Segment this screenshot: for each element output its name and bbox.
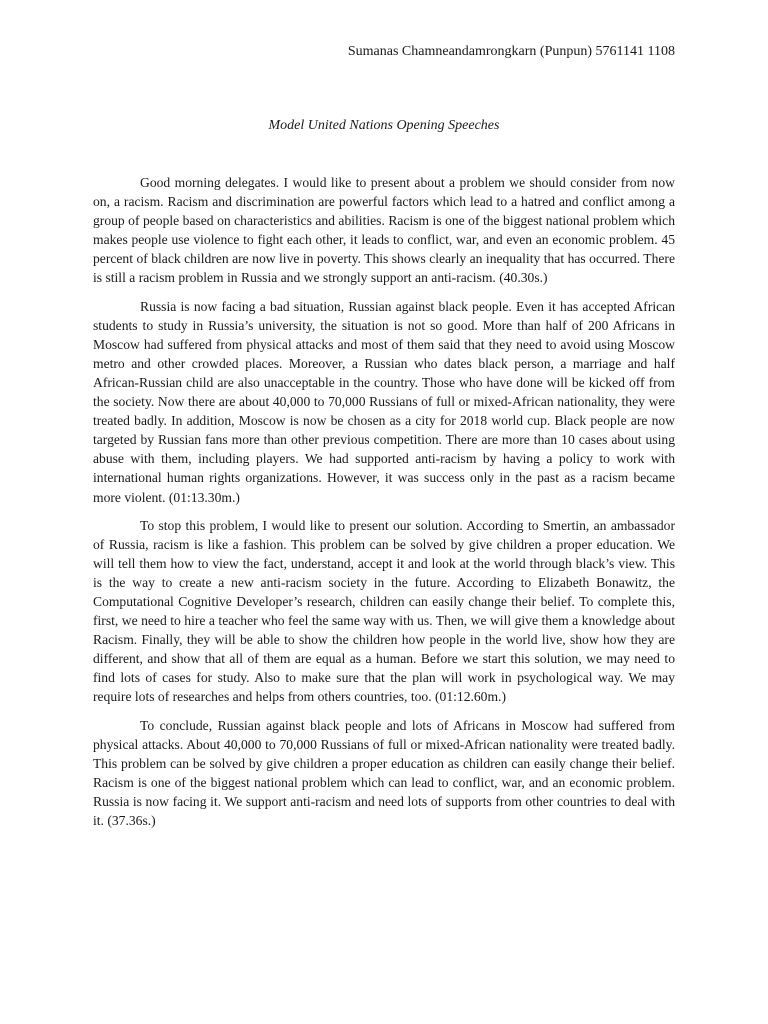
paragraph-solution: To stop this problem, I would like to present our solution. According to Smertin, an ambassador of Russia, racism is like a fashion. This problem can be solved by give children a proper education. We will tell them how to view the fact, understand, accept it and look at the world through black’s view. This is the way to create a new anti-racism society in the future. According to Elizabeth Bonawitz, the Computational Cognitive Developer’s research, children can easily change their belief. To complete this, first, we need to hire a teacher who feel the same way with us. Then, we will give them a knowledge about Racism. Finally, they will be able to show the children how people in the world live, show how they are different, and show that all of them are equal as a human. Before we start this solution, we may need to find lots of cases for study. Also to make sure that the plan will work in psychological way. We may require lots of researches and helps from others countries, too. (01:12.60m.) — [93, 517, 675, 705]
author-header: Sumanas Chamneandamrongkarn (Punpun) 5761141 1108 — [347, 44, 675, 59]
document-body — [93, 173, 675, 839]
paragraph-situation: Russia is now facing a bad situation, Russian against black people. Even it has accepted African students to study in Russia’s university, the situation is not so good. More than half of 200 Africans in Moscow had suffered from physical attacks and most of them said that they need to avoid using Moscow metro and other crowded places. Moreover, a Russian who dates black person, a marriage and half African-Russian child are also unacceptable in the country. Those who have done will be kicked off from the society. Now there are about 40,000 to 70,000 Russians of full or mixed-African nationality, they were treated badly. In addition, Moscow is now be chosen as a city for 2018 world cup. Black people are now targeted by Russian fans more than other previous competition. There are more than 10 cases about using abuse with them, including players. We had supported anti-racism by having a policy to work with international human rights organizations. However, it was success only in the past as a racism became more violent. (01:13.30m.) — [93, 298, 675, 505]
document-title: Model United Nations Opening Speeches — [268, 118, 500, 133]
paragraph-introduction: Good morning delegates. I would like to present about a problem we should consider from now on, a racism. Racism and discrimination are powerful factors which lead to a hatred and conflict among a group of people based on characteristics and abilities. Racism is one of the biggest national problem which makes people use violence to fight each other, it leads to conflict, war, and even an economic problem. 45 percent of black children are now live in poverty. This shows clearly an inequality that has occurred. There is still a racism problem in Russia and we strongly support an anti-racism. (40.30s.) — [93, 175, 675, 286]
paragraph-conclusion: To conclude, Russian against black people and lots of Africans in Moscow had suffered from physical attacks. About 40,000 to 70,000 Russians of full or mixed-African nationality were treated badly. This problem can be solved by give children a proper education as children can easily change their belief. Racism is one of the biggest national problem which can lead to conflict, war, and an economic problem. Russia is now facing it. We support anti-racism and need lots of supports from other countries to deal with it. (37.36s.) — [93, 717, 675, 828]
